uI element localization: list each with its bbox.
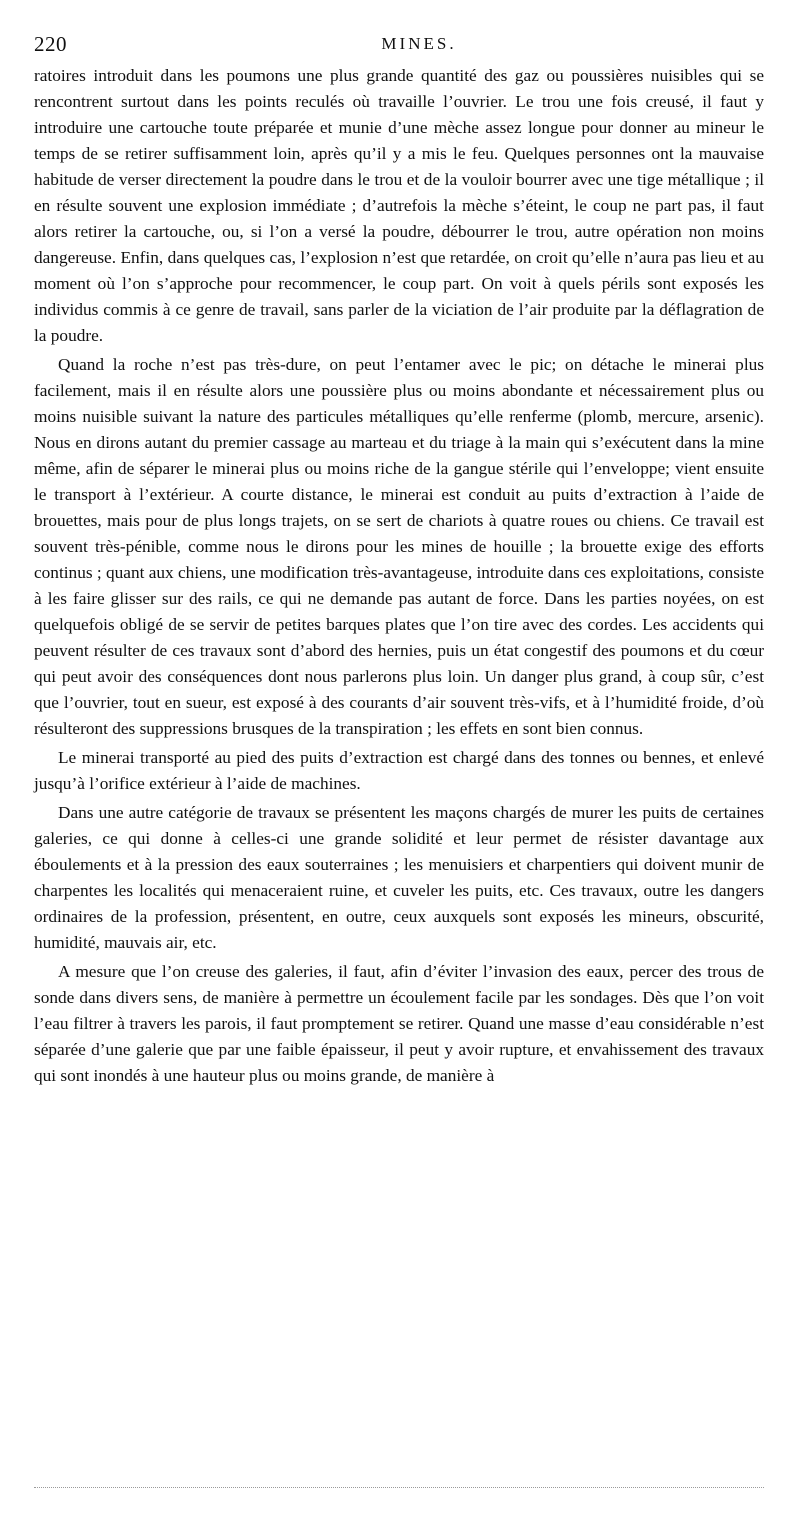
paragraph-water-invasion: A mesure que l’on creuse des galeries, il faut, afin d’éviter l’invasion des eaux, percer des trous de sonde dans divers sens, de manière à permettre un écoulement facile par les sondages. Dès que l’on voit l’eau filtrer à travers les parois, il faut promptement se retirer. Quand une masse d’eau considérable n’est séparée d’une galerie que par une faible épaisseur, il peut y avoir rupture, et envahissement des travaux qui sont inondés à une hauteur plus ou moins grande, de manière à — [34, 962, 764, 1085]
paragraph-ore-transport: Le minerai transporté au pied des puits d’extraction est chargé dans des tonnes ou bennes, et enlevé jusqu’à l’orifice extérieur à l’aide de machines. — [34, 748, 764, 793]
paragraph-continuation: ratoires introduit dans les poumons une plus grande quantité des gaz ou poussières nuisibles qui se rencontrent surtout dans les points reculés où travaille l’ouvrier. Le trou une fois creusé, il faut y introduire une cartouche toute préparée et munie d’une mèche assez longue pour donner au mineur le temps de se retirer suffisamment loin, après qu’il y a mis le feu. Quelques personnes ont la mauvaise habitude de verser directement la poudre dans le trou et de la vouloir bourrer avec une tige métallique ; il en résulte souvent une explosion immédiate ; d’autrefois la mèche s’éteint, le coup ne part pas, il faut alors retirer la cartouche, ou, si l’on a versé la poudre, débourrer le trou, autre opération non moins dangereuse. Enfin, dans quelques cas, l’explosion n’est que retardée, on croit qu’elle n’aura pas lieu et au moment où l’on s’approche pour recommencer, le coup part. On voit à quels périls sont exposés les individus commis à ce genre de travail, sans parler de la viciation de l’air produite par la déflagration de la poudre. — [34, 66, 764, 345]
paragraph-masons-carpenters: Dans une autre catégorie de travaux se présentent les maçons chargés de murer les puits de certaines galeries, ce qui donne à celles-ci une grande solidité et leur permet de résister davantage aux éboulements et à la pression des eaux souterraines ; les menuisiers et charpentiers qui doivent munir de charpentes les localités qui menaceraient ruine, et cuveler les puits, etc. Ces travaux, outre les dangers ordinaires de la profession, présentent, en outre, ceux auxquels sont exposés les mineurs, obscurité, humidité, mauvais air, etc. — [34, 803, 764, 952]
footer-rule — [34, 1487, 764, 1488]
page-number: 220 — [34, 32, 67, 56]
paragraph-rock-extraction: Quand la roche n’est pas très-dure, on peut l’entamer avec le pic; on détache le minerai plus facilement, mais il en résulte alors une poussière plus ou moins abondante et nécessairement plus ou moins nuisible suivant la nature des particules métalliques qu’elle renferme (plomb, mercure, arsenic). Nous en dirons autant du premier cassage au marteau et du triage à la main qui s’exécutent dans la mine même, afin de séparer le minerai plus ou moins riche de la gangue stérile qui l’enveloppe; vient ensuite le transport à l’extérieur. A courte distance, le minerai est conduit au puits d’extraction à l’aide de brouettes, mais pour de plus longs trajets, on se sert de chariots à quatre roues ou chiens. Ce travail est souvent très-pénible, comme nous le dirons pour les mines de houille ; la brouette exige des efforts continus ; quant aux chiens, une modification très-avantageuse, introduite dans ces exploitations, consiste à les faire glisser sur des rails, ce qui ne demande pas autant de force. Dans les parties noyées, on est quelquefois obligé de se servir de petites barques plates que l’on tire avec des cordes. Les accidents qui peuvent résulter de ces travaux sont d’abord des hernies, puis un état congestif des poumons et du cœur qui peut avoir des conséquences dont nous parlerons plus loin. Un danger plus grand, à coup sûr, c’est que l’ouvrier, tout en sueur, est exposé à des courants d’air souvent très-vifs, et à l’humidité froide, d’où résulteront des suppressions brusques de la transpiration ; les effets en sont bien connus. — [34, 355, 764, 738]
running-title: MINES. — [381, 34, 457, 53]
page-header — [34, 32, 764, 58]
body-text — [34, 63, 764, 1092]
